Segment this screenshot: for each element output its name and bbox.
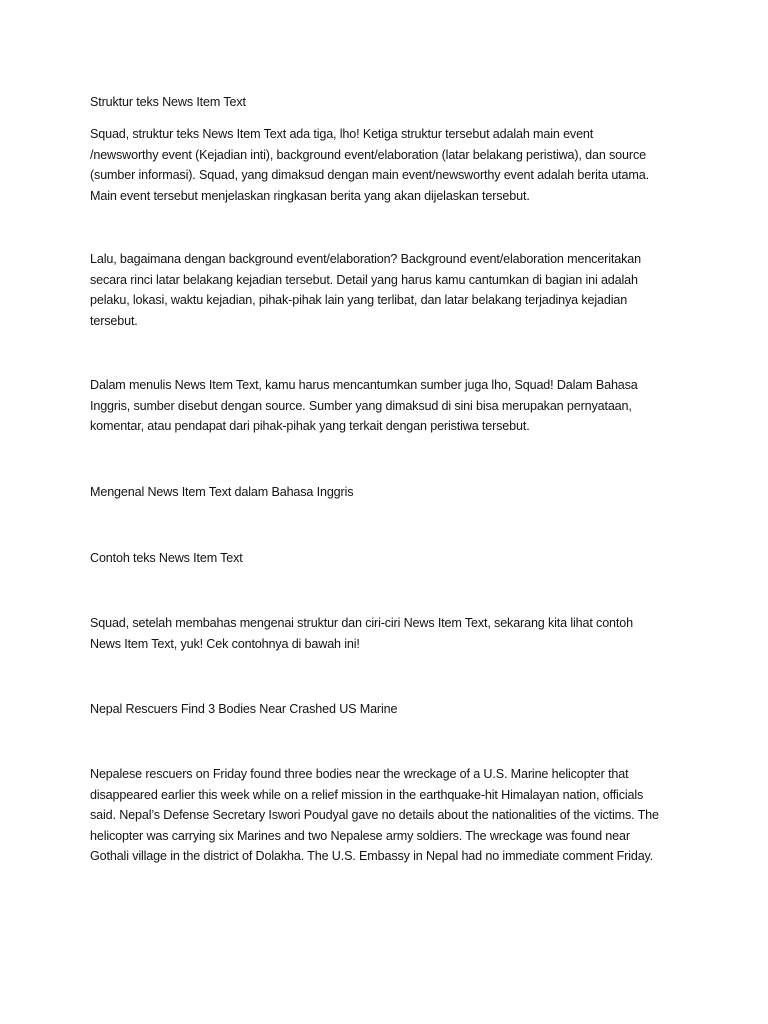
- paragraph-nepal: [90, 764, 690, 867]
- heading-mengenal: Mengenal News Item Text dalam Bahasa Inggris: [90, 485, 354, 499]
- heading-nepal: Nepal Rescuers Find 3 Bodies Near Crashed US Marine: [90, 702, 398, 716]
- paragraph-line: Nepalese rescuers on Friday found three bodies near the wreckage of a U.S. Marine helicopter that: [90, 767, 629, 781]
- paragraph-line: Lalu, bagaimana dengan background event/elaboration? Background event/elaboration menceritakan: [90, 252, 641, 266]
- paragraph-source: [90, 375, 690, 437]
- paragraph-line: Dalam menulis News Item Text, kamu harus mencantumkan sumber juga lho, Squad! Dalam Bahasa: [90, 378, 638, 392]
- paragraph-line: Squad, struktur teks News Item Text ada tiga, lho! Ketiga struktur tersebut adalah main event: [90, 127, 594, 141]
- paragraph-contoh: [90, 613, 690, 654]
- heading-contoh: Contoh teks News Item Text: [90, 551, 243, 565]
- paragraph-line: News Item Text, yuk! Cek contohnya di bawah ini!: [90, 636, 360, 651]
- paragraph-line: komentar, atau pendapat dari pihak-pihak yang terkait dengan peristiwa tersebut.: [90, 419, 530, 434]
- paragraph-line: pelaku, lokasi, waktu kejadian, pihak-pihak lain yang terlibat, dan latar belakang terjadinya kejadian: [90, 293, 628, 308]
- paragraph-line: Inggris, sumber disebut dengan source. Sumber yang dimaksud di sini bisa merupakan pernyataan,: [90, 398, 632, 413]
- paragraph-background: [90, 249, 690, 331]
- paragraph-line: secara rinci latar belakang kejadian tersebut. Detail yang harus kamu cantumkan di bagian ini adalah: [90, 272, 638, 287]
- paragraph-line: said. Nepal’s Defense Secretary Iswori Poudyal gave no details about the nationalities of the victims. The: [90, 808, 659, 823]
- paragraph-line: Gothali village in the district of Dolakha. The U.S. Embassy in Nepal had no immediate comment Friday.: [90, 849, 654, 864]
- paragraph-line: helicopter was carrying six Marines and two Nepalese army soldiers. The wreckage was found near: [90, 828, 630, 843]
- paragraph-line: (sumber informasi). Squad, yang dimaksud dengan main event/newsworthy event adalah berita utama.: [90, 168, 649, 183]
- paragraph-line: Squad, setelah membahas mengenai struktur dan ciri-ciri News Item Text, sekarang kita lihat contoh: [90, 616, 633, 630]
- paragraph-line: Main event tersebut menjelaskan ringkasan berita yang akan dijelaskan tersebut.: [90, 188, 530, 203]
- heading-struktur: Struktur teks News Item Text: [90, 95, 246, 109]
- paragraph-line: /newsworthy event (Kejadian inti), background event/elaboration (latar belakang peristiwa), dan source: [90, 147, 646, 162]
- paragraph-struktur: [90, 124, 690, 206]
- paragraph-line: disappeared earlier this week while on a relief mission in the earthquake-hit Himalayan nation, officials: [90, 787, 644, 802]
- paragraph-line: tersebut.: [90, 313, 138, 328]
